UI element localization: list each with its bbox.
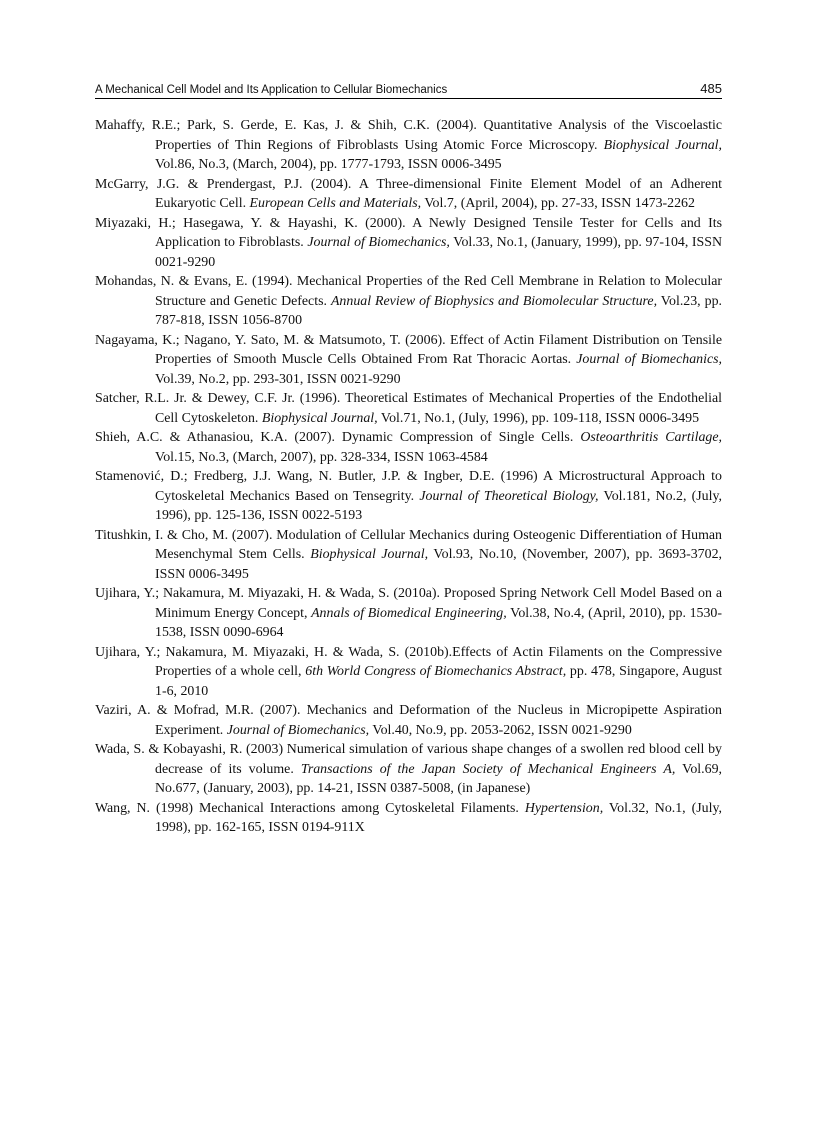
reference-entry: Mahaffy, R.E.; Park, S. Gerde, E. Kas, J. & Shih, C.K. (2004). Quantitative Analysis of the Viscoelastic Properties of Thin Regions of Fibroblasts Using Atomic Force Microscopy. Biophysical Journal, Vol.86, No.3, (March, 2004), pp. 1777-1793, ISSN 0006-3495 bbox=[95, 118, 722, 172]
reference-entry: Vaziri, A. & Mofrad, M.R. (2007). Mechanics and Deformation of the Nucleus in Micropipette Aspiration Experiment. Journal of Biomechanics, Vol.40, No.9, pp. 2053-2062, ISSN 0021-9290 bbox=[95, 703, 722, 738]
reference-entry: Mohandas, N. & Evans, E. (1994). Mechanical Properties of the Red Cell Membrane in Relation to Molecular Structure and Genetic Defects. Annual Review of Biophysics and Biomolecular Structure, Vol.23, pp. 787-818, ISSN 1056-8700 bbox=[95, 274, 722, 328]
reference-entry: Ujihara, Y.; Nakamura, M. Miyazaki, H. & Wada, S. (2010b).Effects of Actin Filaments on the Compressive Properties of a whole cell, 6th World Congress of Biomechanics Abstract, pp. 478, Singapore, August 1-6, 2010 bbox=[95, 644, 723, 699]
reference-entry: Satcher, R.L. Jr. & Dewey, C.F. Jr. (1996). Theoretical Estimates of Mechanical Properties of the Endothelial Cell Cytoskeleton. Biophysical Journal, Vol.71, No.1, (July, 1996), pp. 109-118, ISSN 0006-3495 bbox=[95, 391, 722, 426]
reference-entry: Wang, N. (1998) Mechanical Interactions among Cytoskeletal Filaments. Hypertension, Vol.32, No.1, (July, 1998), pp. 162-165, ISSN 0194-911X bbox=[95, 800, 722, 835]
reference-entry: Titushkin, I. & Cho, M. (2007). Modulation of Cellular Mechanics during Osteogenic Differentiation of Human Mesenchymal Stem Cells. Biophysical Journal, Vol.93, No.10, (November, 2007), pp. 3693-3702, ISSN 0006-3495 bbox=[95, 527, 722, 582]
running-header bbox=[95, 78, 722, 99]
reference-entry: Shieh, A.C. & Athanasiou, K.A. (2007). Dynamic Compression of Single Cells. Osteoarthritis Cartilage, Vol.15, No.3, (March, 2007), pp. 328-334, ISSN 1063-4584 bbox=[95, 430, 722, 465]
page-number: 485 bbox=[700, 81, 722, 96]
reference-list bbox=[95, 116, 722, 838]
reference-entry: Miyazaki, H.; Hasegawa, Y. & Hayashi, K. (2000). A Newly Designed Tensile Tester for Cells and Its Application to Fibroblasts. Journal of Biomechanics, Vol.33, No.1, (January, 1999), pp. 97-104, ISSN 0021-9290 bbox=[95, 215, 722, 270]
reference-entry: Ujihara, Y.; Nakamura, M. Miyazaki, H. & Wada, S. (2010a). Proposed Spring Network Cell Model Based on a Minimum Energy Concept, Annals of Biomedical Engineering, Vol.38, No.4, (April, 2010), pp. 1530-1538, ISSN 0090-6964 bbox=[95, 586, 722, 640]
reference-entry: Nagayama, K.; Nagano, Y. Sato, M. & Matsumoto, T. (2006). Effect of Actin Filament Distribution on Tensile Properties of Smooth Muscle Cells Obtained From Rat Thoracic Aortas. Journal of Biomechanics, Vol.39, No.2, pp. 293-301, ISSN 0021-9290 bbox=[95, 332, 722, 387]
reference-entry: McGarry, J.G. & Prendergast, P.J. (2004). A Three-dimensional Finite Element Model of an Adherent Eukaryotic Cell. European Cells and Materials, Vol.7, (April, 2004), pp. 27-33, ISSN 1473-2262 bbox=[95, 176, 722, 211]
reference-entry: Stamenović, D.; Fredberg, J.J. Wang, N. Butler, J.P. & Ingber, D.E. (1996) A Microstructural Approach to Cytoskeletal Mechanics Based on Tensegrity. Journal of Theoretical Biology, Vol.181, No.2, (July, 1996), pp. 125-136, ISSN 0022-5193 bbox=[95, 469, 723, 523]
reference-entry: Wada, S. & Kobayashi, R. (2003) Numerical simulation of various shape changes of a swollen red blood cell by decrease of its volume. Transactions of the Japan Society of Mechanical Engineers A, Vol.69, No.677, (January, 2003), pp. 14-21, ISSN 0387-5008, (in Japanese) bbox=[95, 742, 722, 796]
header-title: A Mechanical Cell Model and Its Application to Cellular Biomechanics bbox=[95, 84, 448, 96]
